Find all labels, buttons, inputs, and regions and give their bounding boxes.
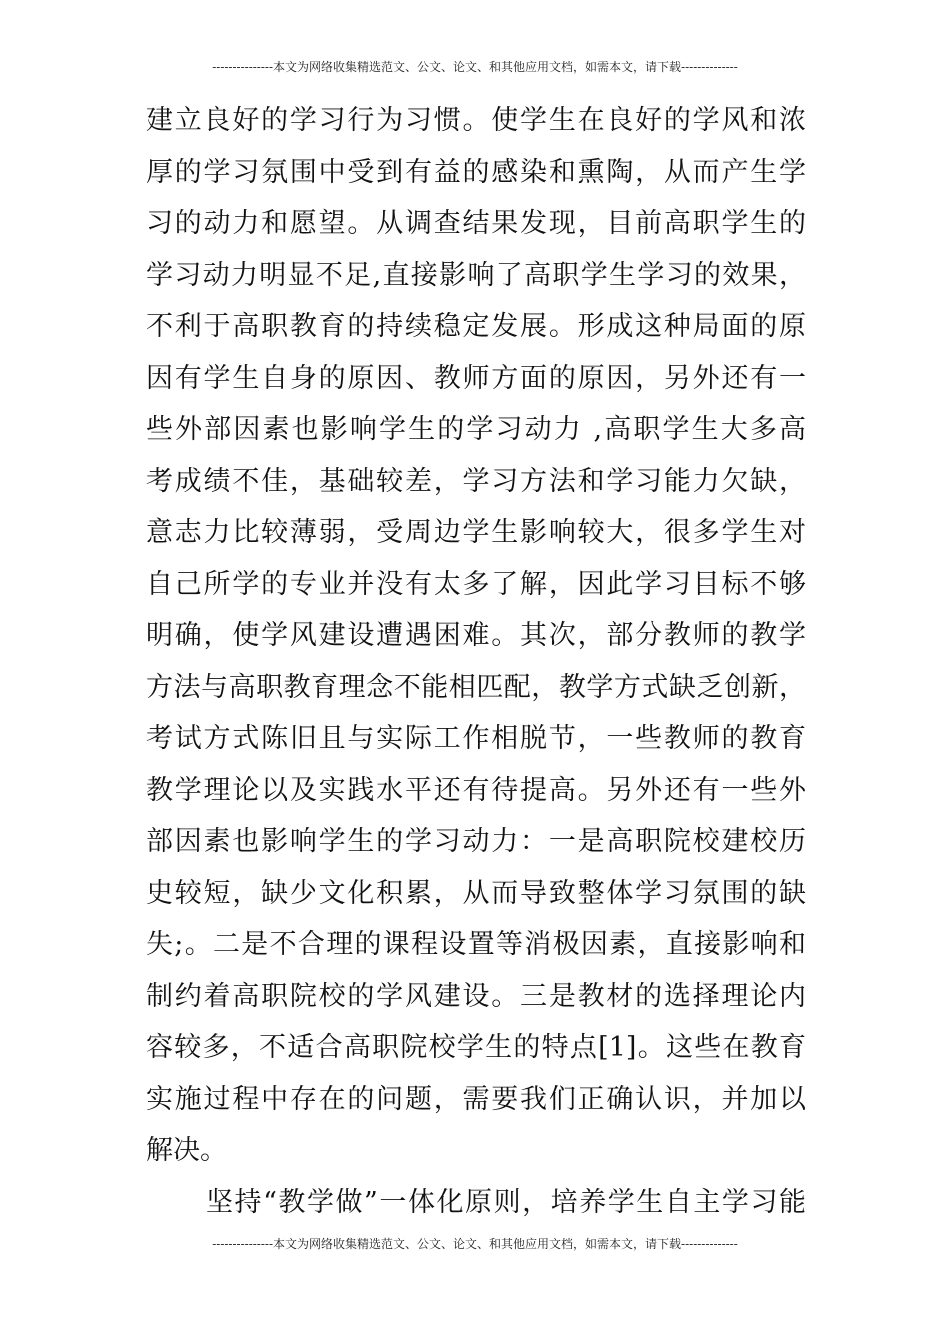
text-line: 些外部因素也影响学生的学习动力 ,高职学生大多高 xyxy=(146,414,806,445)
text-line: 制约着高职院校的学风建设。三是教材的选择理论内 xyxy=(146,980,806,1012)
text-line: 因有学生自身的原因、教师方面的原因，另外还有一 xyxy=(146,362,806,394)
text-line: 解决。 xyxy=(146,1135,227,1166)
body-text xyxy=(146,95,806,1228)
text-line: 自己所学的专业并没有太多了解，因此学习目标不够 xyxy=(146,568,806,600)
text-line: 失;。二是不合理的课程设置等消极因素，直接影响和 xyxy=(146,929,806,960)
text-line: 不利于高职教育的持续稳定发展。形成这种局面的原 xyxy=(146,311,806,342)
header-banner: ---------------本文为网络收集精选范文、公文、论文、和其他应用文档，如需本文，请下载-------------- xyxy=(212,60,738,74)
text-line: 学习动力明显不足,直接影响了高职学生学习的效果， xyxy=(146,259,806,291)
paragraph-start-line: 坚持“教学做”一体化原则，培养学生自主学习能 xyxy=(206,1186,806,1218)
text-line: 教学理论以及实践水平还有待提高。另外还有一些外 xyxy=(146,774,806,806)
text-line: 实施过程中存在的问题，需要我们正确认识，并加以 xyxy=(146,1083,806,1115)
text-line: 史较短，缺少文化积累，从而导致整体学习氛围的缺 xyxy=(146,877,806,909)
text-line: 习的动力和愿望。从调查结果发现，目前高职学生的 xyxy=(146,208,806,239)
text-line: 容较多，不适合高职院校学生的特点[1]。这些在教育 xyxy=(146,1032,806,1063)
text-line: 部因素也影响学生的学习动力：一是高职院校建校历 xyxy=(146,826,806,857)
text-line: 方法与高职教育理念不能相匹配，教学方式缺乏创新， xyxy=(146,671,806,703)
text-line: 明确，使学风建设遭遇困难。其次，部分教师的教学 xyxy=(146,620,806,651)
text-line: 考试方式陈旧且与实际工作相脱节，一些教师的教育 xyxy=(146,723,806,754)
text-line: 意志力比较薄弱，受周边学生影响较大，很多学生对 xyxy=(146,517,806,548)
footer-banner: ---------------本文为网络收集精选范文、公文、论文、和其他应用文档，如需本文，请下载-------------- xyxy=(212,1237,738,1251)
text-line: 考成绩不佳，基础较差，学习方法和学习能力欠缺， xyxy=(146,465,806,497)
text-line: 厚的学习氛围中受到有益的感染和熏陶，从而产生学 xyxy=(146,156,806,188)
text-line: 建立良好的学习行为习惯。使学生在良好的学风和浓 xyxy=(146,105,806,136)
